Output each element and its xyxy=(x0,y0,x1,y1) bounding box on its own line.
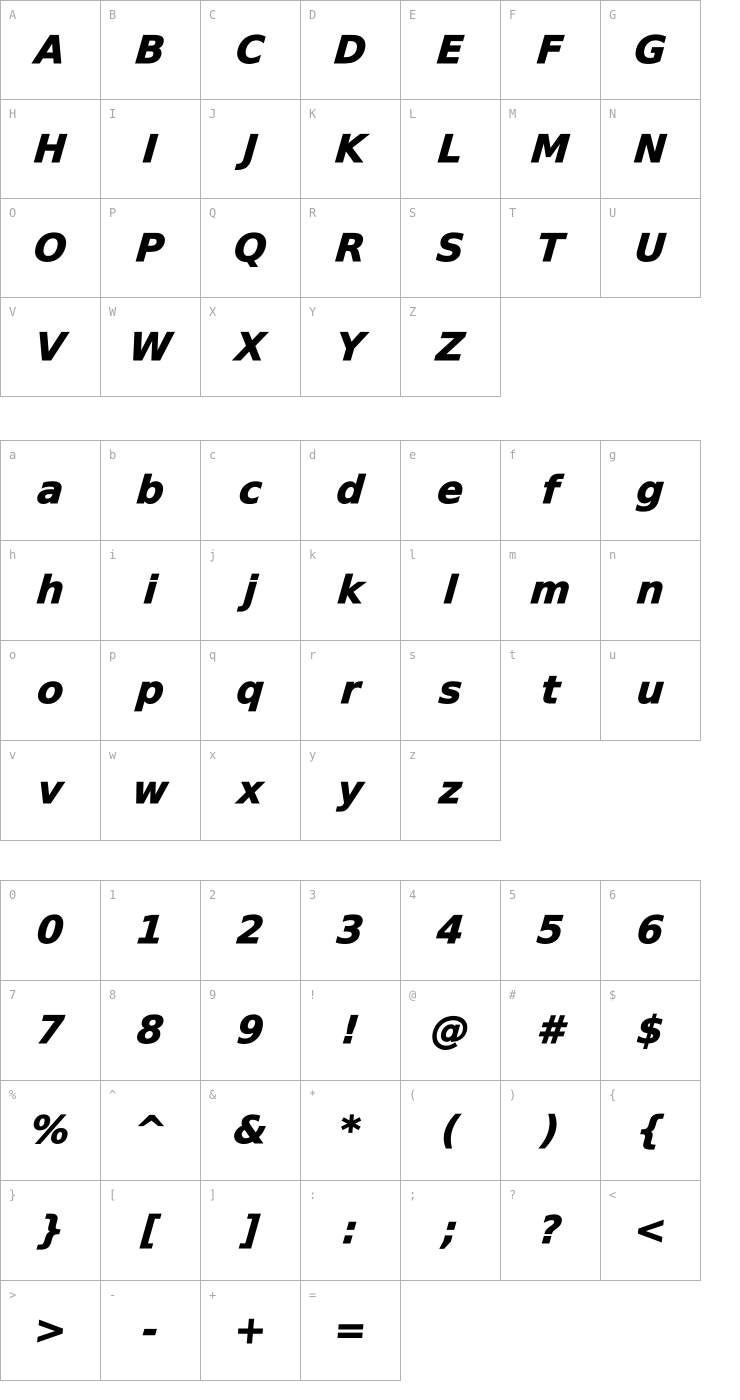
glyph-cell xyxy=(201,199,301,298)
glyph-cell xyxy=(201,1281,301,1381)
glyph-cell xyxy=(1,741,101,841)
cell-corner-label: W xyxy=(109,305,117,319)
cell-glyph-preview: H xyxy=(32,127,69,171)
glyph-cell xyxy=(601,641,701,741)
cell-glyph-preview: d xyxy=(335,468,367,512)
glyph-cell xyxy=(201,541,301,641)
cell-corner-label: u xyxy=(609,648,617,662)
glyph-cell xyxy=(501,1,601,100)
cell-corner-label: b xyxy=(109,448,117,462)
cell-corner-label: y xyxy=(309,748,317,762)
cell-glyph-preview: X xyxy=(233,325,268,369)
cell-corner-label: d xyxy=(309,448,317,462)
glyph-cell xyxy=(301,541,401,641)
glyph-cell xyxy=(1,1281,101,1381)
cell-corner-label: O xyxy=(9,206,17,220)
cell-glyph-preview: Y xyxy=(334,325,367,369)
glyph-cell xyxy=(1,441,101,541)
glyph-cell xyxy=(601,441,701,541)
cell-corner-label: ! xyxy=(309,988,317,1002)
cell-glyph-preview: + xyxy=(232,1308,269,1352)
glyph-cell xyxy=(501,100,601,199)
cell-corner-label: ; xyxy=(409,1188,417,1202)
cell-corner-label: 2 xyxy=(209,888,217,902)
cell-corner-label: A xyxy=(9,8,17,22)
glyph-cell xyxy=(201,441,301,541)
glyph-cell xyxy=(201,881,301,981)
cell-glyph-preview: 1 xyxy=(135,908,166,952)
cell-glyph-preview: 4 xyxy=(435,908,466,952)
cell-glyph-preview: # xyxy=(535,1008,566,1052)
glyph-cell xyxy=(1,1081,101,1181)
glyph-cell xyxy=(101,641,201,741)
cell-corner-label: 3 xyxy=(309,888,317,902)
cell-glyph-preview: O xyxy=(32,226,69,270)
cell-corner-label: % xyxy=(9,1088,17,1102)
cell-corner-label: C xyxy=(209,8,217,22)
cell-glyph-preview: C xyxy=(234,28,267,72)
glyph-cell xyxy=(1,1181,101,1281)
glyph-cell xyxy=(601,199,701,298)
glyph-cell xyxy=(1,981,101,1081)
cell-glyph-preview: N xyxy=(632,127,669,171)
cell-corner-label: F xyxy=(509,8,517,22)
cell-glyph-preview: ( xyxy=(439,1108,462,1152)
glyph-cell xyxy=(401,741,501,841)
glyph-cell xyxy=(601,100,701,199)
cell-corner-label: w xyxy=(109,748,117,762)
cell-glyph-preview: T xyxy=(535,226,566,270)
cell-corner-label: o xyxy=(9,648,17,662)
cell-corner-label: 0 xyxy=(9,888,17,902)
cell-glyph-preview: 7 xyxy=(35,1008,66,1052)
glyph-cell xyxy=(1,298,101,397)
cell-glyph-preview: - xyxy=(140,1308,161,1352)
cell-glyph-preview: E xyxy=(435,28,466,72)
cell-glyph-preview: P xyxy=(134,226,167,270)
cell-glyph-preview: D xyxy=(332,28,369,72)
cell-glyph-preview: > xyxy=(32,1308,69,1352)
glyph-cell xyxy=(1,100,101,199)
cell-corner-label: p xyxy=(109,648,117,662)
cell-corner-label: j xyxy=(209,548,217,562)
cell-corner-label: = xyxy=(309,1288,317,1302)
cell-glyph-preview: y xyxy=(336,768,365,812)
glyph-cell xyxy=(301,298,401,397)
cell-corner-label: t xyxy=(509,648,517,662)
glyph-cell xyxy=(101,199,201,298)
cell-corner-label: 1 xyxy=(109,888,117,902)
cell-glyph-preview: < xyxy=(632,1208,669,1252)
cell-corner-label: Y xyxy=(309,305,317,319)
glyph-cell xyxy=(301,1,401,100)
glyph-cell xyxy=(601,1181,701,1281)
cell-corner-label: : xyxy=(309,1188,317,1202)
cell-corner-label: + xyxy=(209,1288,217,1302)
cell-glyph-preview: U xyxy=(633,226,668,270)
cell-glyph-preview: & xyxy=(232,1108,270,1152)
cell-glyph-preview: G xyxy=(632,28,669,72)
glyph-cell xyxy=(401,1,501,100)
glyph-cell xyxy=(401,100,501,199)
cell-glyph-preview: f xyxy=(540,468,561,512)
glyph-cell xyxy=(101,100,201,199)
cell-glyph-preview: R xyxy=(333,226,368,270)
cell-glyph-preview: o xyxy=(35,668,66,712)
cell-glyph-preview: 0 xyxy=(35,908,66,952)
glyph-row xyxy=(1,1,701,100)
cell-glyph-preview: 8 xyxy=(135,1008,166,1052)
cell-corner-label: M xyxy=(509,107,517,121)
cell-corner-label: ^ xyxy=(109,1088,117,1102)
cell-glyph-preview: ] xyxy=(239,1208,262,1252)
cell-corner-label: [ xyxy=(109,1188,117,1202)
cell-corner-label: > xyxy=(9,1288,17,1302)
glyph-cell xyxy=(301,1181,401,1281)
cell-corner-label: L xyxy=(409,107,417,121)
cell-corner-label: 9 xyxy=(209,988,217,1002)
cell-corner-label: T xyxy=(509,206,517,220)
cell-glyph-preview: W xyxy=(127,325,174,369)
cell-glyph-preview: i xyxy=(142,568,159,612)
cell-glyph-preview: ) xyxy=(539,1108,562,1152)
glyph-cell xyxy=(1,1,101,100)
cell-corner-label: ? xyxy=(509,1188,517,1202)
cell-glyph-preview: [ xyxy=(139,1208,162,1252)
cell-glyph-preview: w xyxy=(131,768,171,812)
cell-corner-label: i xyxy=(109,548,117,562)
cell-corner-label: U xyxy=(609,206,617,220)
cell-corner-label: { xyxy=(609,1088,617,1102)
glyph-cell xyxy=(401,441,501,541)
cell-glyph-preview: p xyxy=(135,668,167,712)
glyph-cell xyxy=(201,1181,301,1281)
cell-corner-label: & xyxy=(209,1088,217,1102)
cell-corner-label: q xyxy=(209,648,217,662)
glyph-cell xyxy=(1,881,101,981)
glyph-cell xyxy=(1,199,101,298)
cell-corner-label: ) xyxy=(509,1088,517,1102)
cell-corner-label: Z xyxy=(409,305,417,319)
uppercase-glyph-grid xyxy=(0,0,701,397)
glyph-row xyxy=(1,298,701,397)
glyph-cell xyxy=(201,981,301,1081)
glyph-cell xyxy=(401,881,501,981)
cell-corner-label: - xyxy=(109,1288,117,1302)
glyph-cell xyxy=(301,199,401,298)
glyph-row xyxy=(1,541,701,641)
cell-glyph-preview: ? xyxy=(537,1208,564,1252)
cell-corner-label: f xyxy=(509,448,517,462)
glyph-cell xyxy=(401,641,501,741)
cell-glyph-preview: k xyxy=(335,568,366,612)
cell-glyph-preview: e xyxy=(435,468,466,512)
glyph-row xyxy=(1,441,701,541)
cell-corner-label: R xyxy=(309,206,317,220)
glyph-row xyxy=(1,1081,701,1181)
cell-corner-label: B xyxy=(109,8,117,22)
glyph-cell xyxy=(401,1081,501,1181)
glyph-cell xyxy=(601,981,701,1081)
cell-corner-label: c xyxy=(209,448,217,462)
cell-corner-label: k xyxy=(309,548,317,562)
glyph-row xyxy=(1,1181,701,1281)
cell-corner-label: X xyxy=(209,305,217,319)
cell-glyph-preview: L xyxy=(436,127,465,171)
cell-glyph-preview: V xyxy=(33,325,68,369)
glyph-cell xyxy=(501,641,601,741)
cell-glyph-preview: x xyxy=(236,768,265,812)
glyph-cell xyxy=(301,1081,401,1181)
cell-corner-label: J xyxy=(209,107,217,121)
glyph-cell xyxy=(401,199,501,298)
cell-glyph-preview: Q xyxy=(232,226,269,270)
cell-corner-label: * xyxy=(309,1088,317,1102)
cell-glyph-preview: v xyxy=(36,768,65,812)
cell-glyph-preview: * xyxy=(338,1108,363,1152)
cell-corner-label: ( xyxy=(409,1088,417,1102)
glyph-cell xyxy=(101,1,201,100)
glyph-row xyxy=(1,881,701,981)
cell-corner-label: z xyxy=(409,748,417,762)
cell-corner-label: m xyxy=(509,548,517,562)
glyph-cell xyxy=(501,1181,601,1281)
cell-glyph-preview: b xyxy=(135,468,167,512)
glyph-cell xyxy=(301,641,401,741)
cell-glyph-preview: q xyxy=(235,668,267,712)
cell-corner-label: 4 xyxy=(409,888,417,902)
lowercase-glyph-grid xyxy=(0,440,701,841)
cell-glyph-preview: 2 xyxy=(235,908,266,952)
cell-corner-label: v xyxy=(9,748,17,762)
cell-glyph-preview: j xyxy=(242,568,259,612)
glyph-cell xyxy=(101,741,201,841)
cell-glyph-preview: 5 xyxy=(535,908,566,952)
cell-corner-label: 5 xyxy=(509,888,517,902)
cell-corner-label: e xyxy=(409,448,417,462)
cell-glyph-preview: ! xyxy=(339,1008,362,1052)
glyph-cell xyxy=(501,981,601,1081)
cell-glyph-preview: g xyxy=(635,468,667,512)
cell-glyph-preview: @ xyxy=(429,1008,472,1052)
cell-glyph-preview: ^ xyxy=(132,1108,169,1152)
cell-glyph-preview: A xyxy=(33,28,68,72)
glyph-cell xyxy=(601,1,701,100)
cell-glyph-preview: K xyxy=(333,127,368,171)
glyph-cell xyxy=(601,1081,701,1181)
cell-corner-label: x xyxy=(209,748,217,762)
glyph-row xyxy=(1,641,701,741)
cell-glyph-preview: M xyxy=(529,127,572,171)
cell-corner-label: G xyxy=(609,8,617,22)
cell-corner-label: a xyxy=(9,448,17,462)
glyph-row xyxy=(1,199,701,298)
cell-glyph-preview: = xyxy=(332,1308,369,1352)
cell-corner-label: I xyxy=(109,107,117,121)
cell-glyph-preview: u xyxy=(635,668,666,712)
glyph-cell xyxy=(401,981,501,1081)
cell-glyph-preview: l xyxy=(442,568,459,612)
cell-glyph-preview: : xyxy=(341,1208,361,1252)
glyph-cell xyxy=(201,298,301,397)
glyph-cell xyxy=(301,1281,401,1381)
glyph-cell xyxy=(501,541,601,641)
glyph-cell xyxy=(201,641,301,741)
glyph-cell xyxy=(101,1281,201,1381)
cell-glyph-preview: h xyxy=(35,568,66,612)
glyph-cell xyxy=(401,298,501,397)
cell-corner-label: 7 xyxy=(9,988,17,1002)
glyph-cell xyxy=(601,881,701,981)
cell-corner-label: l xyxy=(409,548,417,562)
cell-corner-label: Q xyxy=(209,206,217,220)
glyph-cell xyxy=(1,641,101,741)
glyph-cell xyxy=(101,881,201,981)
cell-corner-label: P xyxy=(109,206,117,220)
glyph-cell xyxy=(301,441,401,541)
cell-glyph-preview: 3 xyxy=(335,908,366,952)
glyph-cell xyxy=(201,100,301,199)
cell-corner-label: h xyxy=(9,548,17,562)
cell-corner-label: N xyxy=(609,107,617,121)
cell-corner-label: < xyxy=(609,1188,617,1202)
cell-glyph-preview: $ xyxy=(635,1008,666,1052)
cell-corner-label: E xyxy=(409,8,417,22)
glyph-cell xyxy=(401,541,501,641)
glyph-cell xyxy=(101,298,201,397)
cell-glyph-preview: % xyxy=(29,1108,72,1152)
cell-glyph-preview: a xyxy=(35,468,66,512)
glyph-cell xyxy=(601,541,701,641)
glyph-row xyxy=(1,741,701,841)
cell-corner-label: D xyxy=(309,8,317,22)
glyph-cell xyxy=(401,1181,501,1281)
cell-corner-label: r xyxy=(309,648,317,662)
cell-glyph-preview: B xyxy=(134,28,167,72)
glyph-cell xyxy=(201,1081,301,1181)
cell-corner-label: } xyxy=(9,1188,17,1202)
cell-glyph-preview: { xyxy=(635,1108,666,1152)
glyph-cell xyxy=(101,1081,201,1181)
cell-corner-label: S xyxy=(409,206,417,220)
glyph-cell xyxy=(501,199,601,298)
glyph-row xyxy=(1,1281,701,1381)
glyph-row xyxy=(1,100,701,199)
glyph-cell xyxy=(101,981,201,1081)
cell-glyph-preview: c xyxy=(237,468,264,512)
glyph-cell xyxy=(501,1081,601,1181)
cell-glyph-preview: t xyxy=(539,668,562,712)
glyph-cell xyxy=(301,100,401,199)
cell-glyph-preview: 9 xyxy=(235,1008,266,1052)
cell-glyph-preview: Z xyxy=(434,325,467,369)
cell-glyph-preview: ; xyxy=(441,1208,461,1252)
cell-corner-label: n xyxy=(609,548,617,562)
cell-glyph-preview: s xyxy=(437,668,464,712)
glyph-cell xyxy=(101,1181,201,1281)
cell-corner-label: 6 xyxy=(609,888,617,902)
cell-glyph-preview: S xyxy=(434,226,467,270)
cell-corner-label: s xyxy=(409,648,417,662)
cell-glyph-preview: J xyxy=(241,127,260,171)
glyph-cell xyxy=(1,541,101,641)
glyph-cell xyxy=(101,541,201,641)
cell-glyph-preview: F xyxy=(535,28,566,72)
glyph-cell xyxy=(501,441,601,541)
cell-corner-label: g xyxy=(609,448,617,462)
cell-corner-label: # xyxy=(509,988,517,1002)
cell-glyph-preview: 6 xyxy=(635,908,666,952)
glyph-cell xyxy=(301,741,401,841)
cell-glyph-preview: z xyxy=(437,768,464,812)
glyph-row xyxy=(1,981,701,1081)
glyph-cell xyxy=(201,1,301,100)
glyph-cell xyxy=(101,441,201,541)
glyph-cell xyxy=(301,881,401,981)
cell-corner-label: H xyxy=(9,107,17,121)
cell-glyph-preview: r xyxy=(339,668,362,712)
cell-corner-label: V xyxy=(9,305,17,319)
cell-corner-label: $ xyxy=(609,988,617,1002)
cell-corner-label: @ xyxy=(409,988,417,1002)
cell-glyph-preview: I xyxy=(141,127,160,171)
cell-glyph-preview: m xyxy=(528,568,573,612)
cell-corner-label: 8 xyxy=(109,988,117,1002)
numerals-symbols-glyph-grid xyxy=(0,880,701,1381)
cell-glyph-preview: n xyxy=(635,568,666,612)
glyph-cell xyxy=(201,741,301,841)
glyph-cell xyxy=(501,881,601,981)
cell-corner-label: ] xyxy=(209,1188,217,1202)
cell-corner-label: K xyxy=(309,107,317,121)
glyph-cell xyxy=(301,981,401,1081)
cell-glyph-preview: } xyxy=(35,1208,66,1252)
